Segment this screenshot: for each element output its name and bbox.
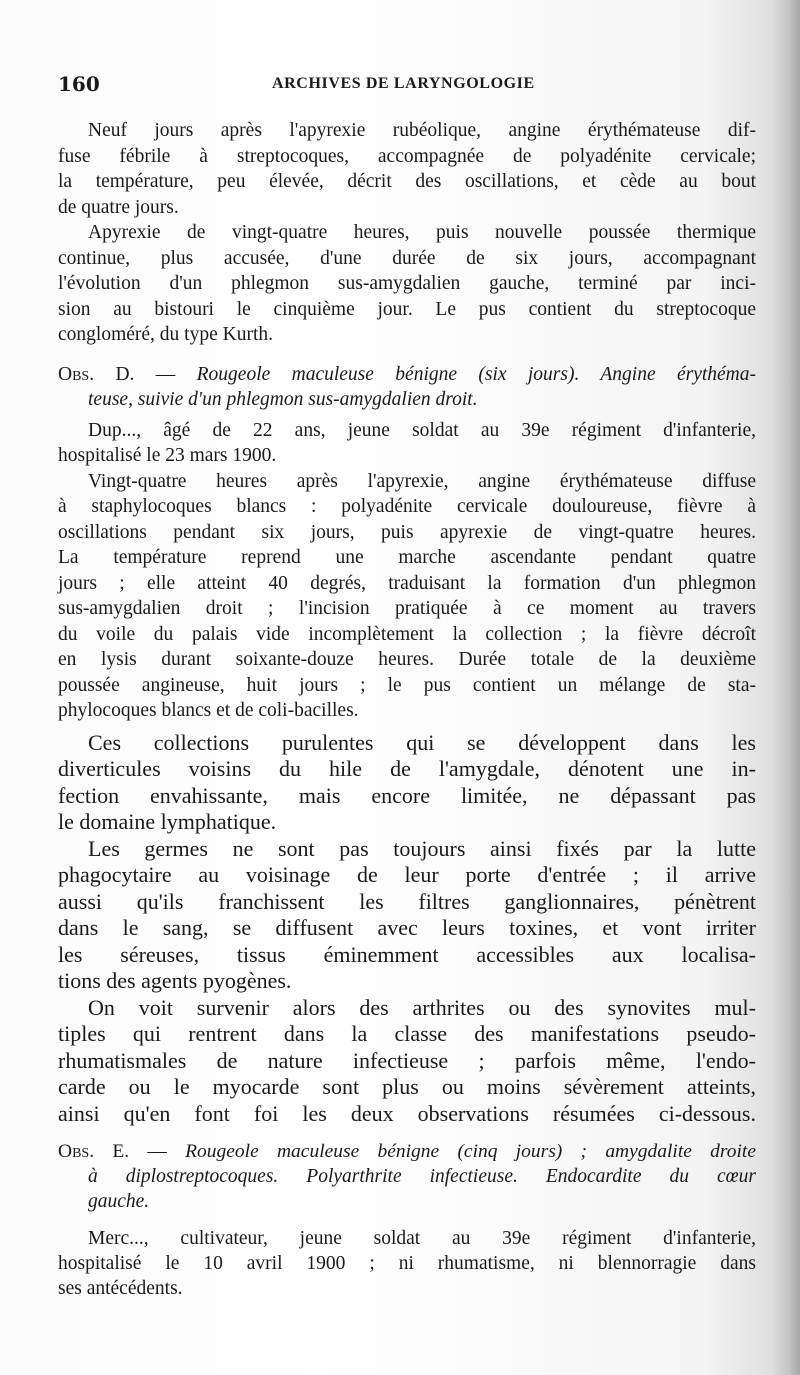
text-line: Les germes ne sont pas toujours ainsi fixés par la lutte — [88, 835, 756, 861]
body-text — [58, 118, 756, 1301]
observation-dash: — — [134, 363, 197, 385]
text-line: congloméré, du type Kurth. — [58, 324, 273, 345]
text-line: le domaine lymphatique. — [58, 809, 277, 834]
text-line: continue, plus accusée, d'une durée de six jours, accompagnant — [58, 247, 756, 269]
text-line: Vingt-quatre heures après l'apyrexie, angine érythémateuse diffuse — [88, 470, 756, 492]
observation-title-line — [58, 1139, 756, 1164]
text-line: Dup..., âgé de 22 ans, jeune soldat au 39e régiment d'infanterie, — [88, 419, 756, 441]
text-line: la température, peu élevée, décrit des oscillations, et cède au bout — [58, 171, 756, 192]
paragraph-3 — [58, 418, 756, 469]
text-line: phylocoques blancs et de coli-bacilles. — [58, 700, 359, 721]
text-line: l'évolution d'un phlegmon sus-amygdalien gauche, terminé par inci- — [58, 273, 756, 294]
text-line: carde ou le myocarde sont plus ou moins sévèrement atteints, — [58, 1074, 756, 1099]
text-line: fuse fébrile à streptocoques, accompagnée de polyadénite cervicale; — [58, 145, 756, 167]
text-line: Ces collections purulentes qui se développent dans les — [88, 729, 756, 755]
observation-title: Rougeole maculeuse bénigne (cinq jours) ; amygdalite droite — [185, 1141, 756, 1162]
binding-shadow — [772, 0, 800, 1375]
text-line: ainsi qu'en font foi les deux observations résumées ci-dessous. — [58, 1100, 756, 1126]
page-header — [58, 72, 758, 100]
text-line: hospitalisé le 10 avril 1900 ; ni rhumatisme, ni blennorragie dans — [58, 1253, 756, 1274]
text-line: tions des agents pyogènes. — [58, 968, 292, 993]
text-line: hospitalisé le 23 mars 1900. — [58, 445, 277, 466]
text-line: Neuf jours après l'apyrexie rubéolique, angine érythémateuse dif- — [88, 120, 756, 141]
text-line: sus-amygdalien droit ; l'incision pratiquée à ce moment au travers — [58, 598, 756, 619]
text-line: à staphylocoques blancs : polyadénite cervicale douloureuse, fièvre à — [58, 496, 756, 517]
paragraph-2 — [58, 220, 756, 348]
text-line: phagocytaire au voisinage de leur porte d'entrée ; il arrive — [58, 862, 756, 887]
text-line: sion au bistouri le cinquième jour. Le pus contient du streptocoque — [58, 298, 756, 320]
observation-d-heading — [58, 362, 756, 412]
running-title: ARCHIVES DE LARYNGOLOGIE — [272, 75, 535, 92]
text-line: fection envahissante, mais encore limitée, ne dépassant pas — [58, 782, 756, 808]
text-line: du voile du palais vide incomplètement la collection ; la fièvre décroît — [58, 623, 756, 645]
observation-e-heading — [58, 1139, 756, 1214]
spacer — [58, 1214, 756, 1226]
observation-title-line: à diplostreptocoques. Polyarthrite infectieuse. Endocardite du cœur — [88, 1166, 756, 1187]
text-line: On voit survenir alors des arthrites ou des synovites mul- — [88, 994, 756, 1020]
text-line: en lysis durant soixante-douze heures. Durée totale de la deuxième — [58, 649, 756, 670]
paragraph-7 — [58, 995, 756, 1128]
text-line: rhumatismales de nature infectieuse ; parfois même, l'endo- — [58, 1047, 756, 1073]
text-line: jours ; elle atteint 40 degrés, traduisant la formation d'un phlegmon — [58, 572, 756, 594]
text-line: diverticules voisins du hile de l'amygdale, dénotent une in- — [58, 756, 756, 781]
text-line: aussi qu'ils franchissent les filtres ganglionnaires, pénètrent — [58, 888, 756, 914]
paragraph-8 — [58, 1226, 756, 1301]
observation-label: Obs. E. — [58, 1141, 130, 1162]
text-line: de quatre jours. — [58, 196, 179, 218]
observation-title: Rougeole maculeuse bénigne (six jours). Angine érythéma- — [196, 363, 756, 385]
text-line: Apyrexie de vingt-quatre heures, puis nouvelle poussée thermique — [88, 222, 756, 243]
observation-label: Obs. D. — [58, 363, 135, 385]
paragraph-6 — [58, 836, 756, 995]
text-line: tiples qui rentrent dans la classe des manifestations pseudo- — [58, 1021, 756, 1046]
paragraph-4 — [58, 469, 756, 724]
text-line: La température reprend une marche ascendante pendant quatre — [58, 547, 756, 568]
text-line: ses antécédents. — [58, 1278, 183, 1299]
observation-title-line: teuse, suivie d'un phlegmon sus-amygdalien droit. — [88, 388, 478, 410]
observation-title-line — [58, 362, 756, 387]
observation-title-line: gauche. — [88, 1191, 150, 1212]
spacer — [58, 348, 756, 362]
spacer — [58, 1127, 756, 1139]
observation-dash: — — [129, 1141, 186, 1162]
text-line: oscillations pendant six jours, puis apyrexie de vingt-quatre heures. — [58, 521, 756, 543]
text-line: les séreuses, tissus éminemment accessibles aux localisa- — [58, 941, 756, 967]
text-line: Merc..., cultivateur, jeune soldat au 39e régiment d'infanterie, — [88, 1228, 756, 1249]
paragraph-5 — [58, 730, 756, 836]
text-line: dans le sang, se diffusent avec leurs toxines, et vont irriter — [58, 915, 756, 940]
text-line: poussée angineuse, huit jours ; le pus contient un mélange de sta- — [58, 674, 756, 696]
page-number: 160 — [58, 72, 100, 96]
paragraph-1 — [58, 118, 756, 220]
